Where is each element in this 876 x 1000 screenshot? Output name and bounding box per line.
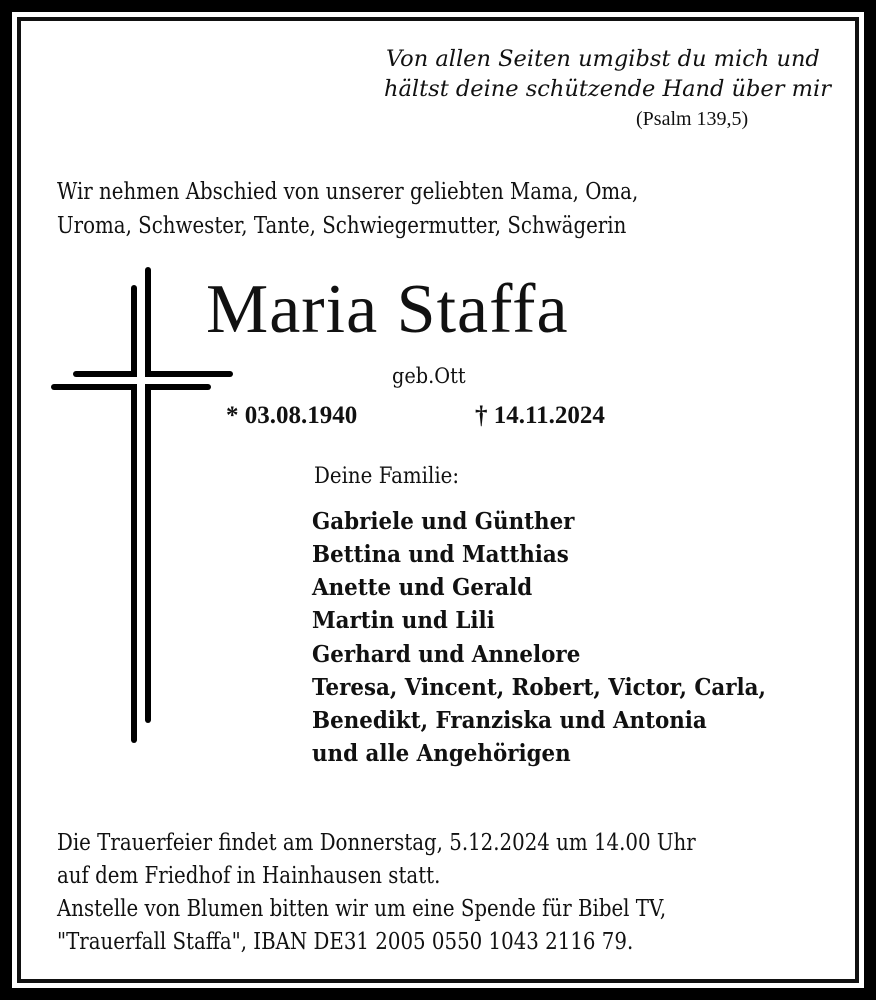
quote-source: (Psalm 139,5) <box>636 108 749 130</box>
family-member: und alle Angehörigen <box>312 740 571 767</box>
intro-line: Uroma, Schwester, Tante, Schwiegermutter, Schwägerin <box>57 213 627 239</box>
family-label: Deine Familie: <box>314 464 460 489</box>
intro-line: Wir nehmen Abschied von unserer geliebten Mama, Oma, <box>57 179 639 205</box>
quote-line: hältst deine schützende Hand über mir <box>384 76 831 102</box>
family-member: Teresa, Vincent, Robert, Victor, Carla, <box>312 674 766 701</box>
family-member: Gerhard und Annelore <box>312 641 581 668</box>
family-member: Bettina und Matthias <box>312 541 569 568</box>
family-member: Benedikt, Franziska und Antonia <box>312 707 707 734</box>
maiden-name: geb.Ott <box>392 364 466 388</box>
family-member: Martin und Lili <box>312 607 495 634</box>
footer-line: "Trauerfall Staffa", IBAN DE31 2005 0550 1043 2116 79. <box>57 929 634 955</box>
family-member: Gabriele und Günther <box>312 508 575 535</box>
birth-date: * 03.08.1940 <box>226 402 358 429</box>
family-member: Anette und Gerald <box>312 574 533 601</box>
footer-line: Die Trauerfeier findet am Donnerstag, 5.12.2024 um 14.00 Uhr <box>57 830 696 856</box>
quote-line: Von allen Seiten umgibst du mich und <box>386 46 820 72</box>
footer-line: Anstelle von Blumen bitten wir um eine Spende für Bibel TV, <box>57 896 667 922</box>
footer-line: auf dem Friedhof in Hainhausen statt. <box>57 863 441 889</box>
death-date: † 14.11.2024 <box>475 402 605 429</box>
deceased-name: Maria Staffa <box>206 271 569 348</box>
